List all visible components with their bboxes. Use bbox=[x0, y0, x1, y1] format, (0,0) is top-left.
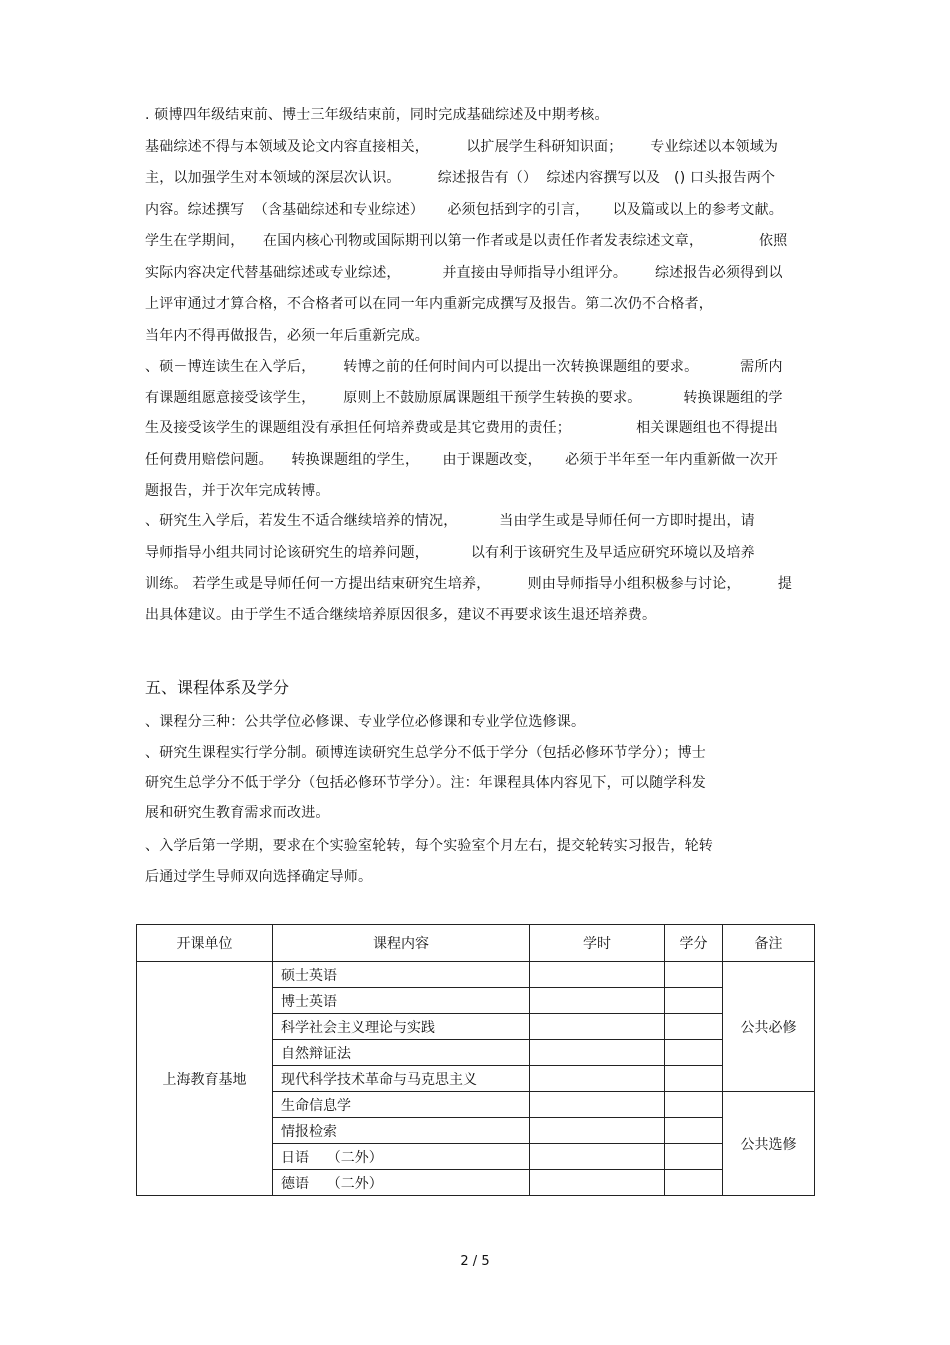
paragraph-line: 基础综述不得与本领域及论文内容直接相关， 以扩展学生科研知识面； 专业综述以本领域为 bbox=[145, 139, 779, 155]
credits-cell bbox=[665, 1118, 723, 1144]
paragraph-line: . 硕博四年级结束前、博士三年级结束前，同时完成基础综述及中期考核。 bbox=[145, 107, 609, 123]
course-name: 硕士英语 bbox=[273, 962, 530, 988]
course-name: 自然辩证法 bbox=[273, 1040, 530, 1066]
paragraph-line: 实际内容决定代替基础综述或专业综述， 并直接由导师指导小组评分。 综述报告必须得到以 bbox=[145, 265, 783, 281]
credits-cell bbox=[665, 1040, 723, 1066]
section-heading: 五、课程体系及学分 bbox=[145, 678, 290, 697]
course-name: 博士英语 bbox=[273, 988, 530, 1014]
hours-cell bbox=[530, 1040, 665, 1066]
course-name: 科学社会主义理论与实践 bbox=[273, 1014, 530, 1040]
table-header-row bbox=[137, 925, 815, 962]
header-note: 备注 bbox=[723, 925, 815, 962]
page-number: 2 / 5 bbox=[460, 1254, 490, 1269]
paragraph-line: 出具体建议。由于学生不适合继续培养原因很多，建议不再要求该生退还培养费。 bbox=[145, 607, 657, 623]
paragraph-line: 、硕－博连读生在入学后， 转博之前的任何时间内可以提出一次转换课题组的要求。 需所内 bbox=[145, 359, 783, 375]
course-table bbox=[136, 924, 815, 1196]
paragraph-line: 当年内不得再做报告，必须一年后重新完成。 bbox=[145, 328, 429, 344]
paragraph-line: 学生在学期间， 在国内核心刊物或国际期刊以第一作者或是以责任作者发表综述文章， 依照 bbox=[145, 233, 788, 249]
paragraph-line: 上评审通过才算合格，不合格者可以在同一年内重新完成撰写及报告。第二次仍不合格者， bbox=[145, 296, 713, 312]
section-paragraph-line: 、入学后第一学期，要求在个实验室轮转，每个实验室个月左右，提交轮转实习报告，轮转 bbox=[145, 838, 713, 854]
header-credits: 学分 bbox=[665, 925, 723, 962]
section-paragraph-line: 、课程分三种：公共学位必修课、专业学位必修课和专业学位选修课。 bbox=[145, 714, 586, 730]
paragraph-line: 有课题组愿意接受该学生， 原则上不鼓励原属课题组干预学生转换的要求。 转换课题组的学 bbox=[145, 390, 783, 406]
header-course: 课程内容 bbox=[273, 925, 530, 962]
paragraph-line: 导师指导小组共同讨论该研究生的培养问题， 以有利于该研究生及早适应研究环境以及培养 bbox=[145, 545, 755, 561]
course-name: 生命信息学 bbox=[273, 1092, 530, 1118]
hours-cell bbox=[530, 1144, 665, 1170]
section-paragraph-line: 研究生总学分不低于学分（包括必修环节学分）。注：年课程具体内容见下，可以随学科发 bbox=[145, 775, 706, 791]
section-paragraph-line: 展和研究生教育需求而改进。 bbox=[145, 805, 330, 821]
credits-cell bbox=[665, 962, 723, 988]
note-cell: 公共必修 bbox=[723, 962, 815, 1092]
credits-cell bbox=[665, 988, 723, 1014]
hours-cell bbox=[530, 988, 665, 1014]
course-name: 现代科学技术革命与马克思主义 bbox=[273, 1066, 530, 1092]
paragraph-line: 主，以加强学生对本领域的深层次认识。 综述报告有（） 综述内容撰写以及 () 口头报告两个 bbox=[145, 170, 776, 186]
unit-cell: 上海教育基地 bbox=[137, 962, 273, 1196]
hours-cell bbox=[530, 1118, 665, 1144]
course-name: 日语 （二外） bbox=[273, 1144, 530, 1170]
credits-cell bbox=[665, 1066, 723, 1092]
section-paragraph-line: 、研究生课程实行学分制。硕博连读研究生总学分不低于学分（包括必修环节学分）；博士 bbox=[145, 745, 706, 761]
header-hours: 学时 bbox=[530, 925, 665, 962]
hours-cell bbox=[530, 1092, 665, 1118]
table-row bbox=[137, 962, 815, 988]
paragraph-line: 题报告，并于次年完成转博。 bbox=[145, 483, 330, 499]
hours-cell bbox=[530, 1170, 665, 1196]
paragraph-line: 、研究生入学后，若发生不适合继续培养的情况， 当由学生或是导师任何一方即时提出，请 bbox=[145, 513, 755, 529]
paragraph-line: 内容。综述撰写 （含基础综述和专业综述） 必须包括到字的引言， 以及篇或以上的参考文献。 bbox=[145, 202, 783, 218]
hours-cell bbox=[530, 1014, 665, 1040]
paragraph-line: 任何费用赔偿问题。 转换课题组的学生， 由于课题改变， 必须于半年至一年内重新做一次开 bbox=[145, 452, 779, 468]
course-name: 情报检索 bbox=[273, 1118, 530, 1144]
credits-cell bbox=[665, 1170, 723, 1196]
header-unit: 开课单位 bbox=[137, 925, 273, 962]
paragraph-line: 训练。 若学生或是导师任何一方提出结束研究生培养， 则由导师指导小组积极参与讨论， 提 bbox=[145, 576, 793, 592]
course-name: 德语 （二外） bbox=[273, 1170, 530, 1196]
credits-cell bbox=[665, 1014, 723, 1040]
credits-cell bbox=[665, 1092, 723, 1118]
section-paragraph-line: 后通过学生导师双向选择确定导师。 bbox=[145, 869, 373, 885]
paragraph-line: 生及接受该学生的课题组没有承担任何培养费或是其它费用的责任； 相关课题组也不得提出 bbox=[145, 420, 779, 436]
note-cell: 公共选修 bbox=[723, 1092, 815, 1196]
hours-cell bbox=[530, 962, 665, 988]
hours-cell bbox=[530, 1066, 665, 1092]
credits-cell bbox=[665, 1144, 723, 1170]
